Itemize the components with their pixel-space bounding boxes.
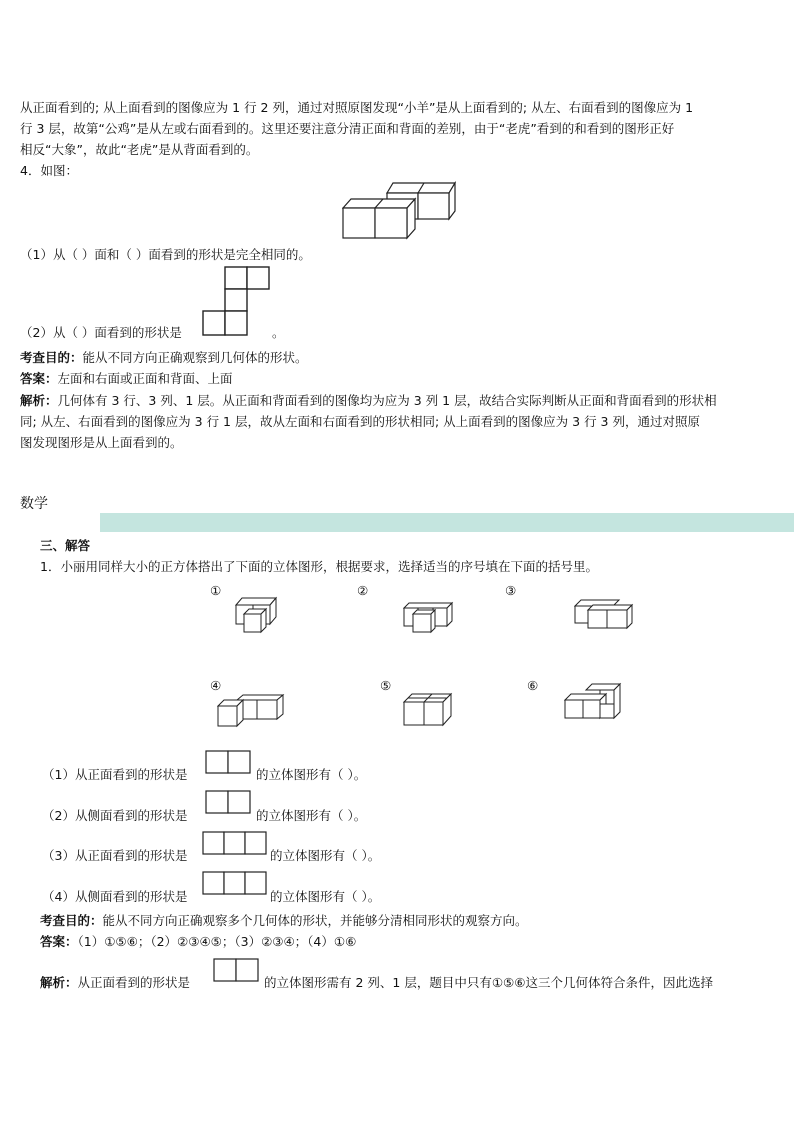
q1-purpose-label: 考查目的： (40, 913, 103, 928)
q1-item-3-shape (202, 831, 268, 855)
q4-purpose-label: 考查目的： (20, 350, 83, 365)
q1-purpose-text: 能从不同方向正确观察多个几何体的形状，并能够分清相同形状的观察方向。 (102, 913, 528, 928)
intro-line-2: 行 3 层，故第“公鸡”是从左或右面看到的。这里还要注意分清正面和背面的差别，由于“老虎”看到的和看到的图形正好 (20, 121, 675, 136)
solid-figure-6 (564, 682, 622, 722)
intro-line-1: 从正面看到的; 从上面看到的图像应为 1 行 2 列，通过对照原图发现“小羊”是从上面看到的; 从左、右面看到的图像应为 1 (20, 100, 694, 115)
q1-item-4-prefix: （4）从侧面看到的形状是 (42, 889, 188, 904)
q4-solid-figure (342, 181, 458, 241)
q1-item-2-suffix: 的立体图形有（ ）。 (256, 808, 367, 823)
solid-figure-3 (574, 598, 634, 632)
header-bar (100, 513, 794, 532)
q4-analysis-line-2: 同; 从左、右面看到的图像应为 3 行 1 层，故从左面和右面看到的形状相同; 从上面看到的图像应为 3 行 3 列，通过对照原 (20, 414, 700, 429)
q1-item-1-suffix: 的立体图形有（ ）。 (256, 767, 367, 782)
q1-analysis-shape (213, 958, 259, 982)
q4-title: 4．如图： (20, 163, 78, 178)
solid-figure-1 (235, 595, 283, 635)
q4-item-2-prefix: （2）从（ ）面看到的形状是 (20, 325, 182, 340)
intro-line-3: 相反“大象”，故此“老虎”是从背面看到的。 (20, 142, 259, 157)
solid-figure-2 (403, 600, 455, 634)
q1-analysis-suffix: 的立体图形需有 2 列、1 层，题目中只有①⑤⑥这三个几何体符合条件，因此选择 (264, 975, 713, 990)
q4-analysis-line-1: 几何体有 3 行、3 列、1 层。从正面和背面看到的图像均为应为 3 列 1 层，故结合实际判断从正面和背面看到的形状相 (57, 393, 717, 408)
q1-stem: 1．小丽用同样大小的正方体搭出了下面的立体图形，根据要求，选择适当的序号填在下面的括号里。 (40, 559, 598, 574)
figure-label-5: ⑤ (380, 678, 392, 693)
figure-label-4: ④ (210, 678, 222, 693)
q4-top-view-figure (202, 265, 272, 337)
q1-item-2-prefix: （2）从侧面看到的形状是 (42, 808, 188, 823)
q1-answer-text: （1）①⑤⑥；（2）②③④⑤；（3）②③④；（4）①⑥ (77, 934, 357, 949)
q4-analysis-label: 解析： (20, 393, 58, 408)
q1-item-1-shape (205, 750, 251, 774)
q1-item-3-suffix: 的立体图形有（ ）。 (270, 848, 381, 863)
section-title: 三、解答 (40, 538, 91, 553)
q1-item-2-shape (205, 790, 251, 814)
q4-purpose-text: 能从不同方向正确观察到几何体的形状。 (82, 350, 308, 365)
q1-analysis-prefix: 从正面看到的形状是 (77, 975, 191, 990)
figure-label-3: ③ (505, 583, 517, 598)
q4-answer-text: 左面和右面或正面和背面、上面 (57, 371, 233, 386)
q4-analysis-line-3: 图发现图形是从上面看到的。 (20, 435, 183, 450)
figure-label-1: ① (210, 583, 222, 598)
q1-analysis-label: 解析： (40, 975, 78, 990)
q4-answer-label: 答案： (20, 371, 58, 386)
q4-item-1: （1）从（ ）面和（ ）面看到的形状是完全相同的。 (20, 247, 311, 262)
figure-label-2: ② (357, 583, 369, 598)
q1-answer-label: 答案： (40, 934, 78, 949)
q1-item-4-suffix: 的立体图形有（ ）。 (270, 889, 381, 904)
q1-item-4-shape (202, 871, 268, 895)
figure-label-6: ⑥ (527, 678, 539, 693)
q1-item-3-prefix: （3）从正面看到的形状是 (42, 848, 188, 863)
solid-figure-4 (217, 694, 285, 728)
subject-title: 数学 (20, 496, 48, 512)
q1-item-1-prefix: （1）从正面看到的形状是 (42, 767, 188, 782)
q4-item-2-suffix: 。 (272, 325, 285, 340)
solid-figure-5 (403, 692, 453, 728)
